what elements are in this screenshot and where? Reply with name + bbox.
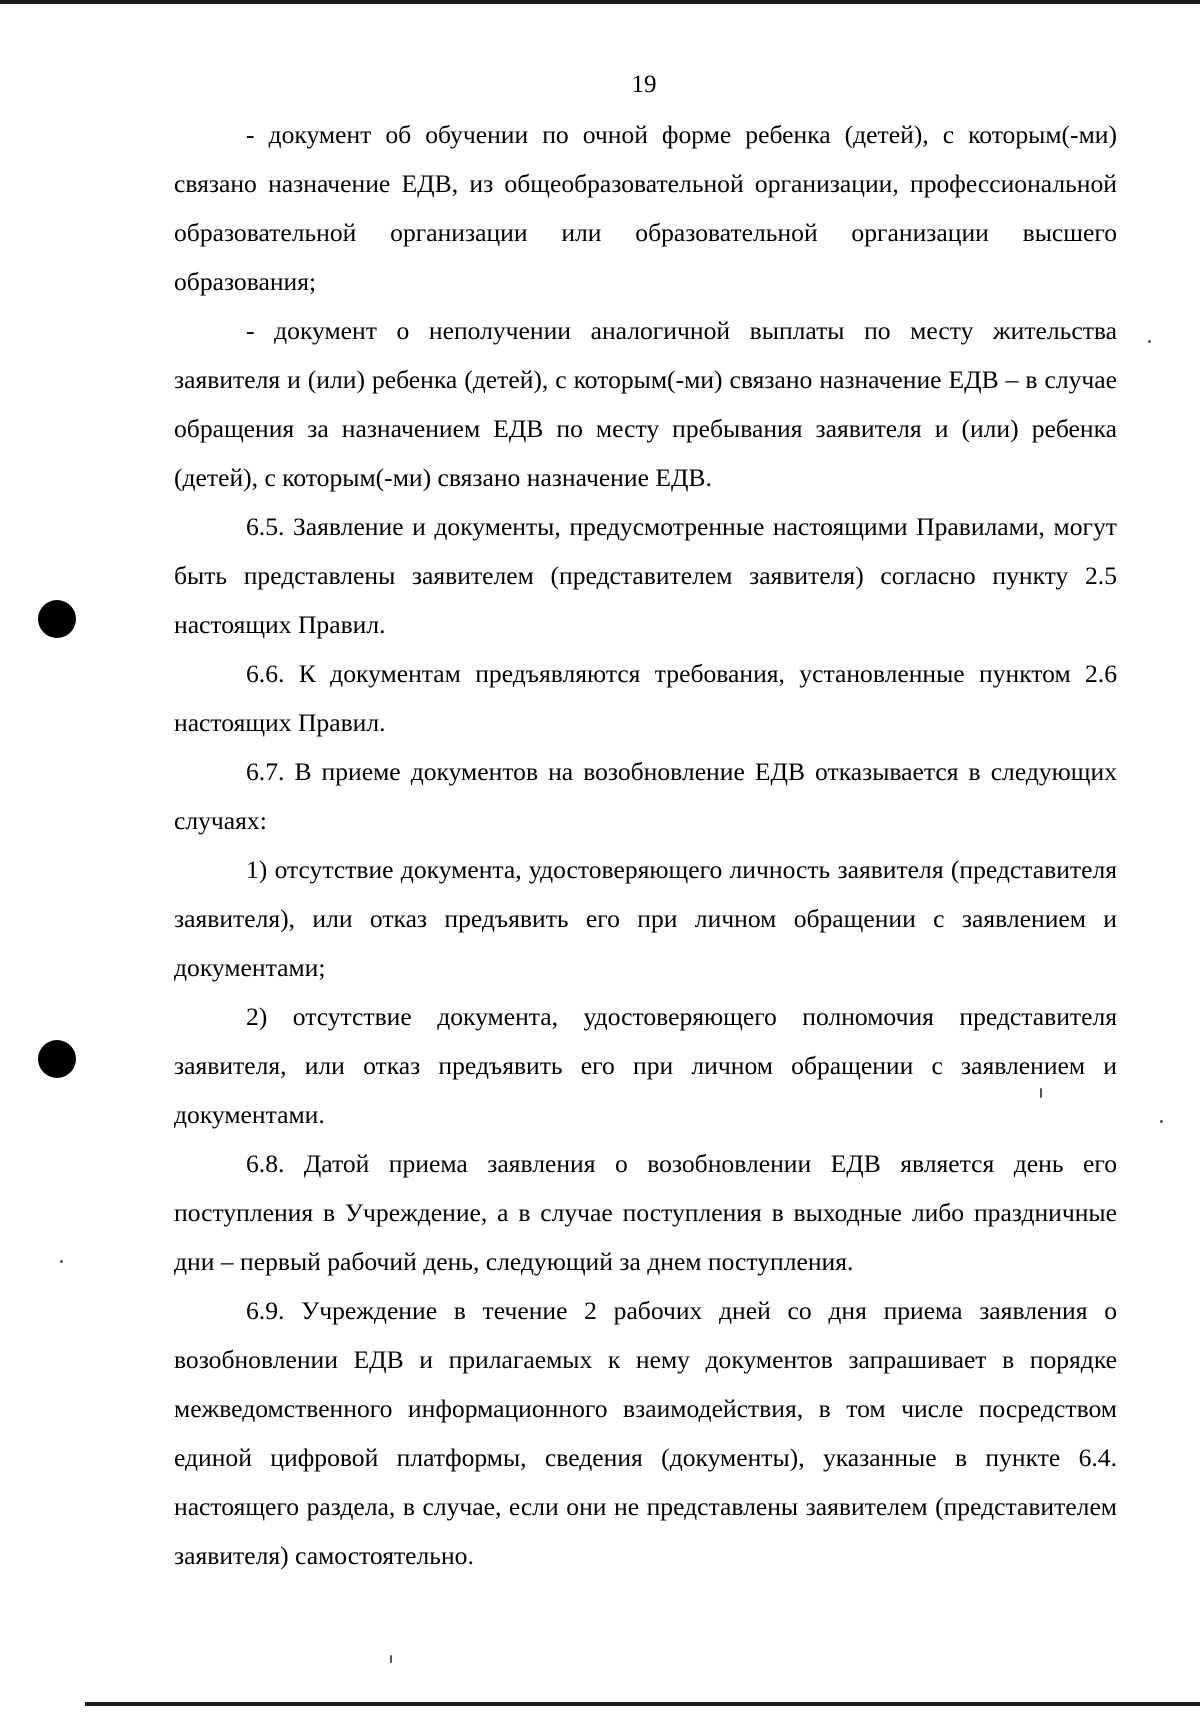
scan-speck (60, 1260, 63, 1263)
scan-speck (1160, 1120, 1163, 1123)
paragraph: 6.8. Датой приема заявления о возобновлении ЕДВ является день его поступления в Учреждение, а в случае поступления в выходные либо праздничные дни – первый рабочий день, следующий за днем поступления. (174, 1149, 1117, 1276)
punch-hole-mark (38, 600, 76, 638)
paragraph: - документ об обучении по очной форме ребенка (детей), с которым(-ми) связано назначение ЕДВ, из общеобразовательной организации, профессиональной образовательной организации или образовательной организации высшего образования; (174, 120, 1117, 296)
scan-speck (1148, 340, 1151, 343)
paragraph: 6.7. В приеме документов на возобновление ЕДВ отказывается в следующих случаях: (174, 757, 1117, 835)
scan-speck (390, 1655, 392, 1663)
scan-bottom-edge (85, 1702, 1200, 1706)
document-body (174, 110, 1117, 1580)
paragraph: 2) отсутствие документа, удостоверяющего полномочия представителя заявителя, или отказ предъявить его при личном обращении с заявлением и документами. (174, 1002, 1117, 1129)
paragraph: 1) отсутствие документа, удостоверяющего личность заявителя (представителя заявителя), или отказ предъявить его при личном обращении с заявлением и документами; (174, 855, 1117, 982)
page-number: 19 (631, 71, 657, 98)
scan-top-edge (0, 0, 1200, 4)
paragraph: 6.5. Заявление и документы, предусмотренные настоящими Правилами, могут быть представлены заявителем (представителем заявителя) согласно пункту 2.5 настоящих Правил. (174, 512, 1117, 639)
scan-speck (1040, 1088, 1042, 1098)
paragraph: - документ о неполучении аналогичной выплаты по месту жительства заявителя и (или) ребенка (детей), с которым(-ми) связано назначение ЕДВ – в случае обращения за назначением ЕДВ по месту пребывания заявителя и (или) ребенка (детей), с которым(-ми) связано назначение ЕДВ. (174, 316, 1117, 492)
punch-hole-mark (38, 1040, 76, 1078)
paragraph: 6.6. К документам предъявляются требования, установленные пунктом 2.6 настоящих Правил. (174, 659, 1117, 737)
paragraph: 6.9. Учреждение в течение 2 рабочих дней со дня приема заявления о возобновлении ЕДВ и прилагаемых к нему документов запрашивает в порядке межведомственного информационного взаимодействия, в том числе посредством единой цифровой платформы, сведения (документы), указанные в пункте 6.4. настоящего раздела, в случае, если они не представлены заявителем (представителем заявителя) самостоятельно. (174, 1296, 1117, 1570)
